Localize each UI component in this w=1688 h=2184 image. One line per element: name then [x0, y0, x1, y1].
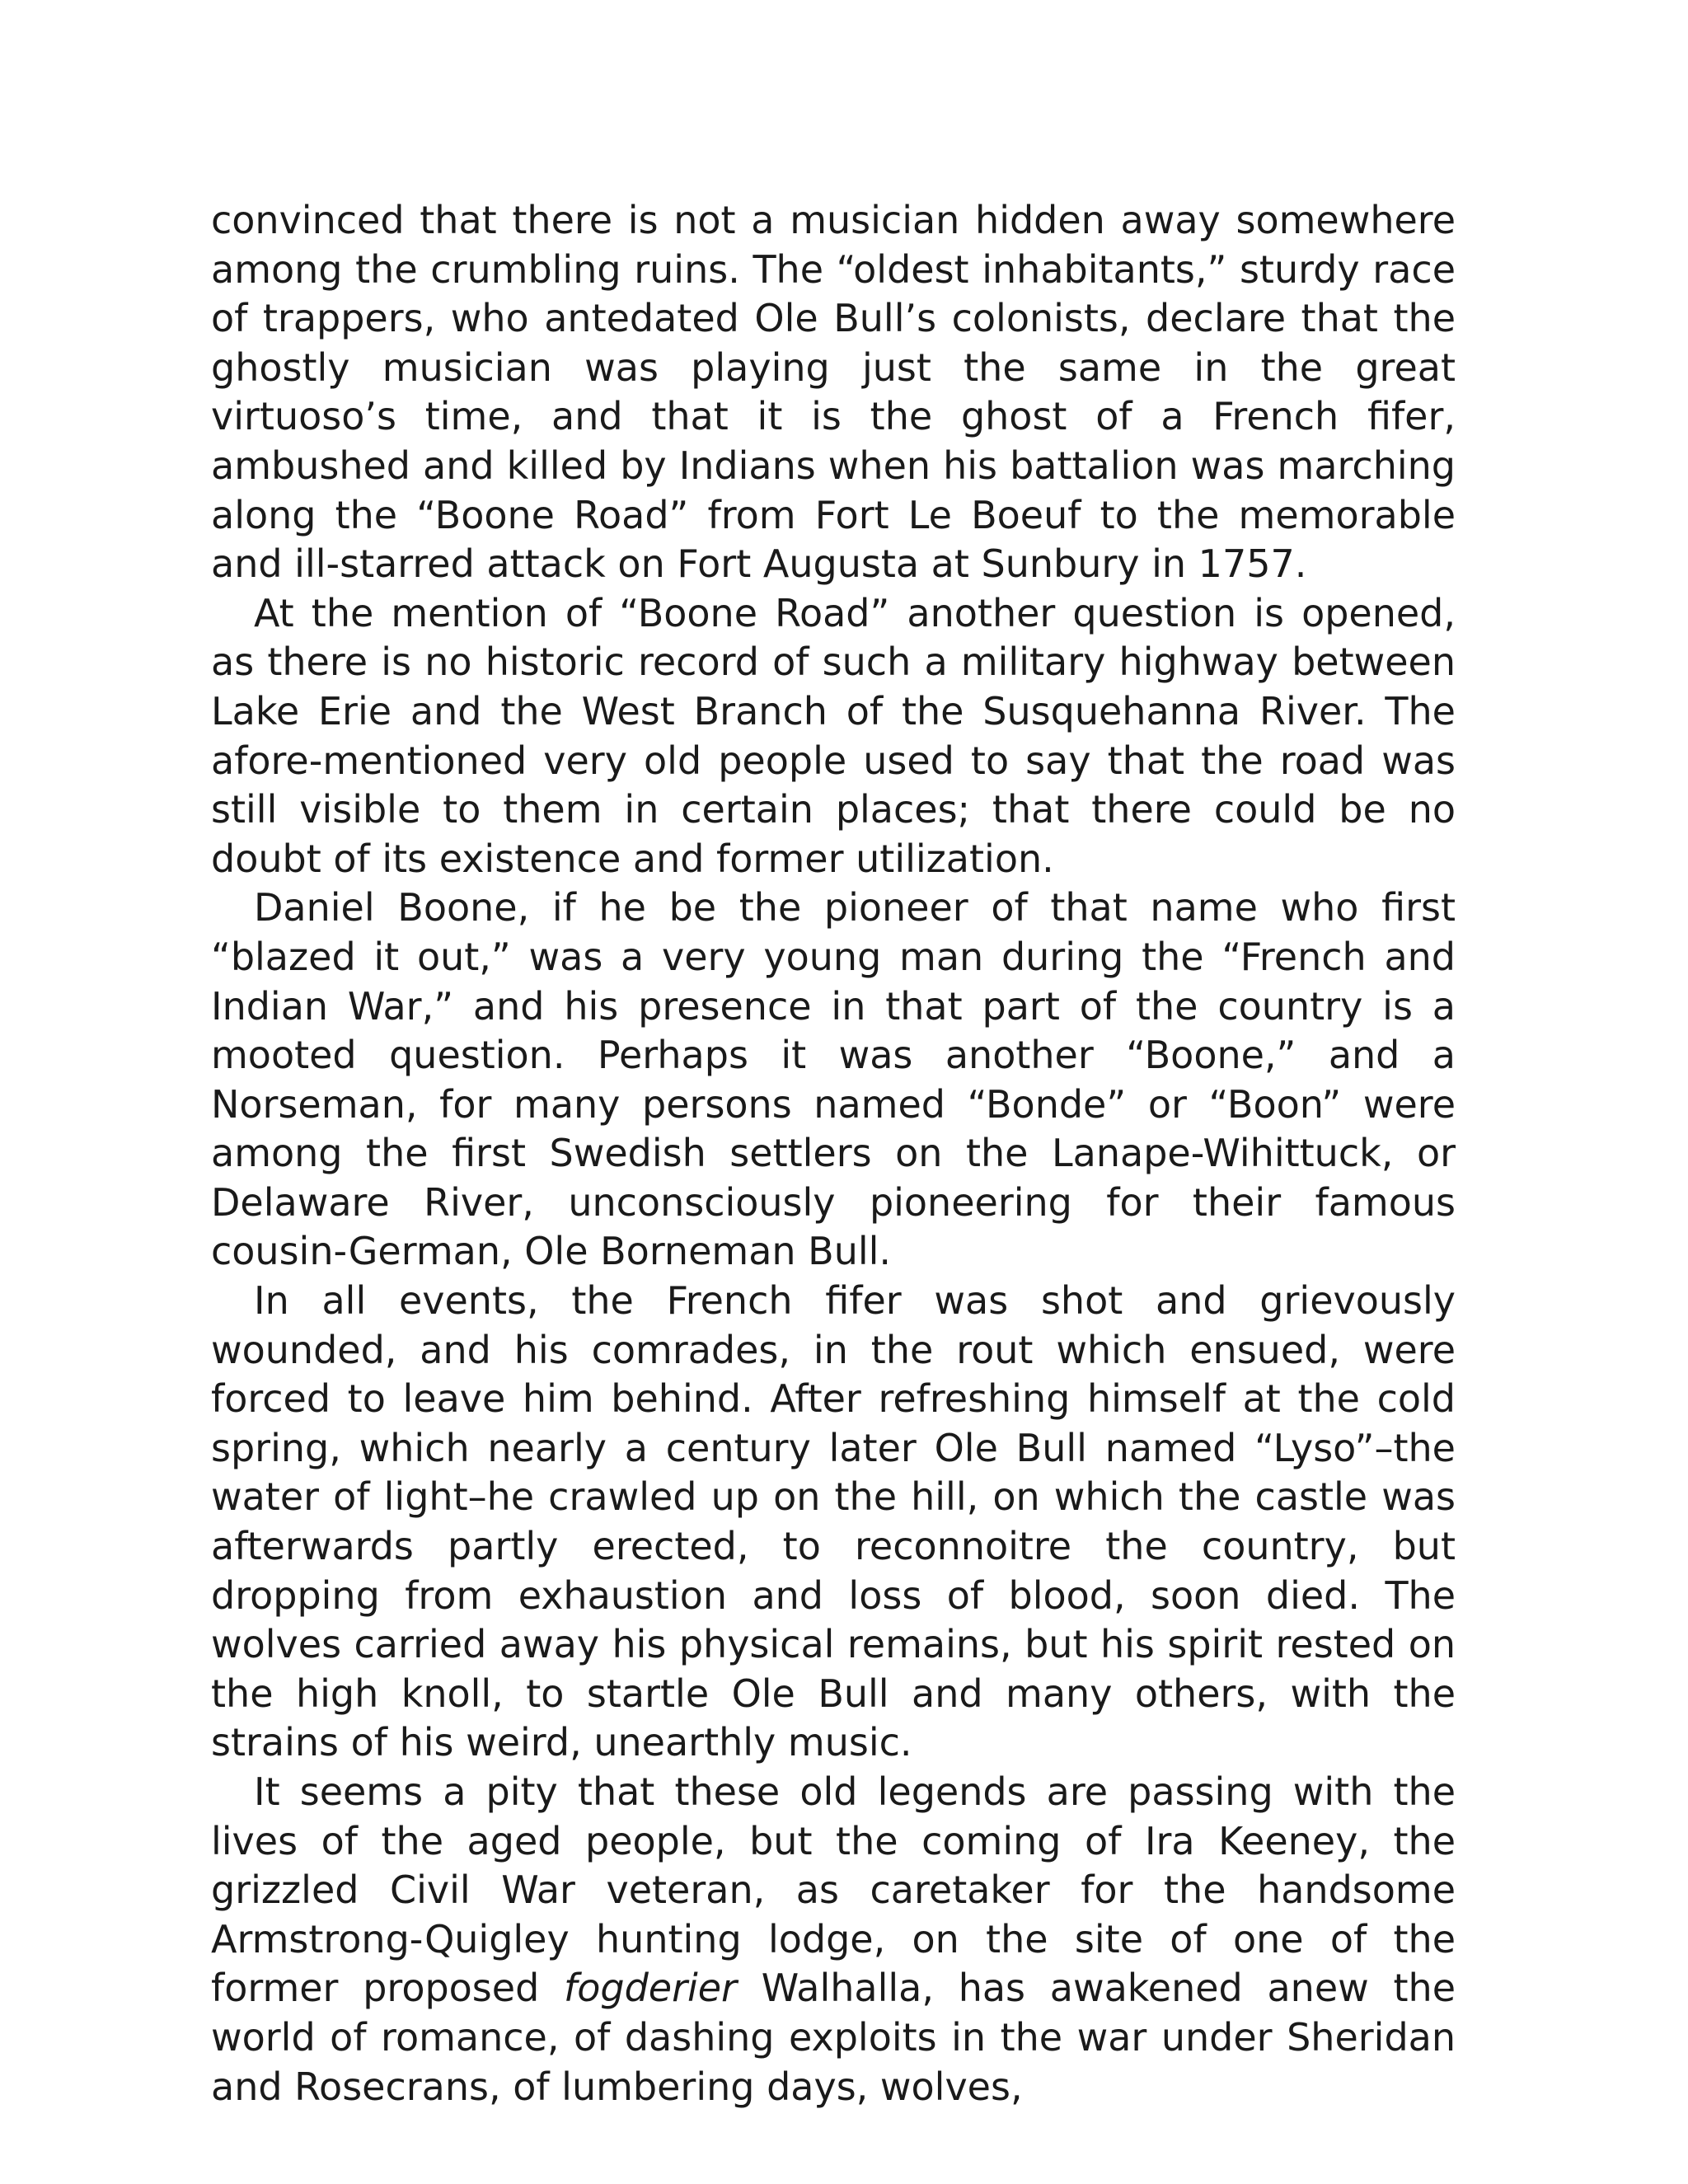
page-body [211, 196, 1456, 2111]
italic-term: fogderier [564, 1966, 737, 2011]
paragraph-5-text-end: Walhalla, has awakened anew the world of romance, of dashing exploits in the war under Sheridan and Rosecrans, of lumbering days, wolves, [211, 1966, 1456, 2109]
paragraph-4 [211, 1277, 1456, 1768]
paragraph-2-text: At the mention of “Boone Road” another question is opened, as there is no historic record of such a military highway between Lake Erie and the West Branch of the Susquehanna River. The afore-mentioned very old people used to say that the road was still visible to them in certain places; that there could be no doubt of its existence and former utilization. [211, 590, 1456, 881]
paragraph-2 [211, 589, 1456, 884]
paragraph-1-text: convinced that there is not a musician hidden away somewhere among the crumbling ruins. The “oldest inhabitants,” sturdy race of trappers, who antedated Ole Bull’s colonists, declare that the ghostly musician was playing just the same in the great virtuoso’s time, and that it is the ghost of a French fifer, ambushed and killed by Indians when his battalion was marching along the “Boone Road” from Fort Le Boeuf to the memorable and ill-starred attack on Fort Augusta at Sunbury in 1757. [211, 198, 1456, 587]
paragraph-3 [211, 883, 1456, 1277]
paragraph-3-text: Daniel Boone, if he be the pioneer of that name who first “blazed it out,” was a very young man during the “French and Indian War,” and his presence in that part of the country is a mooted question. Perhaps it was another “Boone,” and a Norseman, for many persons named “Bonde” or “Boon” were among the first Swedish settlers on the Lanape-Wihittuck, or Delaware River, unconsciously pioneering for their famous cousin-German, Ole Borneman Bull. [211, 885, 1456, 1274]
paragraph-4-text: In all events, the French fifer was shot and grievously wounded, and his comrades, in the rout which ensued, were forced to leave him behind. After refreshing himself at the cold spring, which nearly a century later Ole Bull named “Lyso”–the water of light–he crawled up on the hill, on which the castle was afterwards partly erected, to reconnoitre the country, but dropping from exhaustion and loss of blood, soon died. The wolves carried away his physical remains, but his spirit rested on the high knoll, to startle Ole Bull and many others, with the strains of his weird, unearthly music. [211, 1278, 1456, 1765]
paragraph-5-text-start: It seems a pity that these old legends are passing with the lives of the aged people, but the coming of Ira Keeney, the grizzled Civil War veteran, as caretaker for the handsome Armstrong-Quigley hunting lodge, on the site of one of the former proposed [211, 1769, 1456, 2011]
paragraph-1 [211, 196, 1456, 589]
paragraph-5 [211, 1768, 1456, 2111]
